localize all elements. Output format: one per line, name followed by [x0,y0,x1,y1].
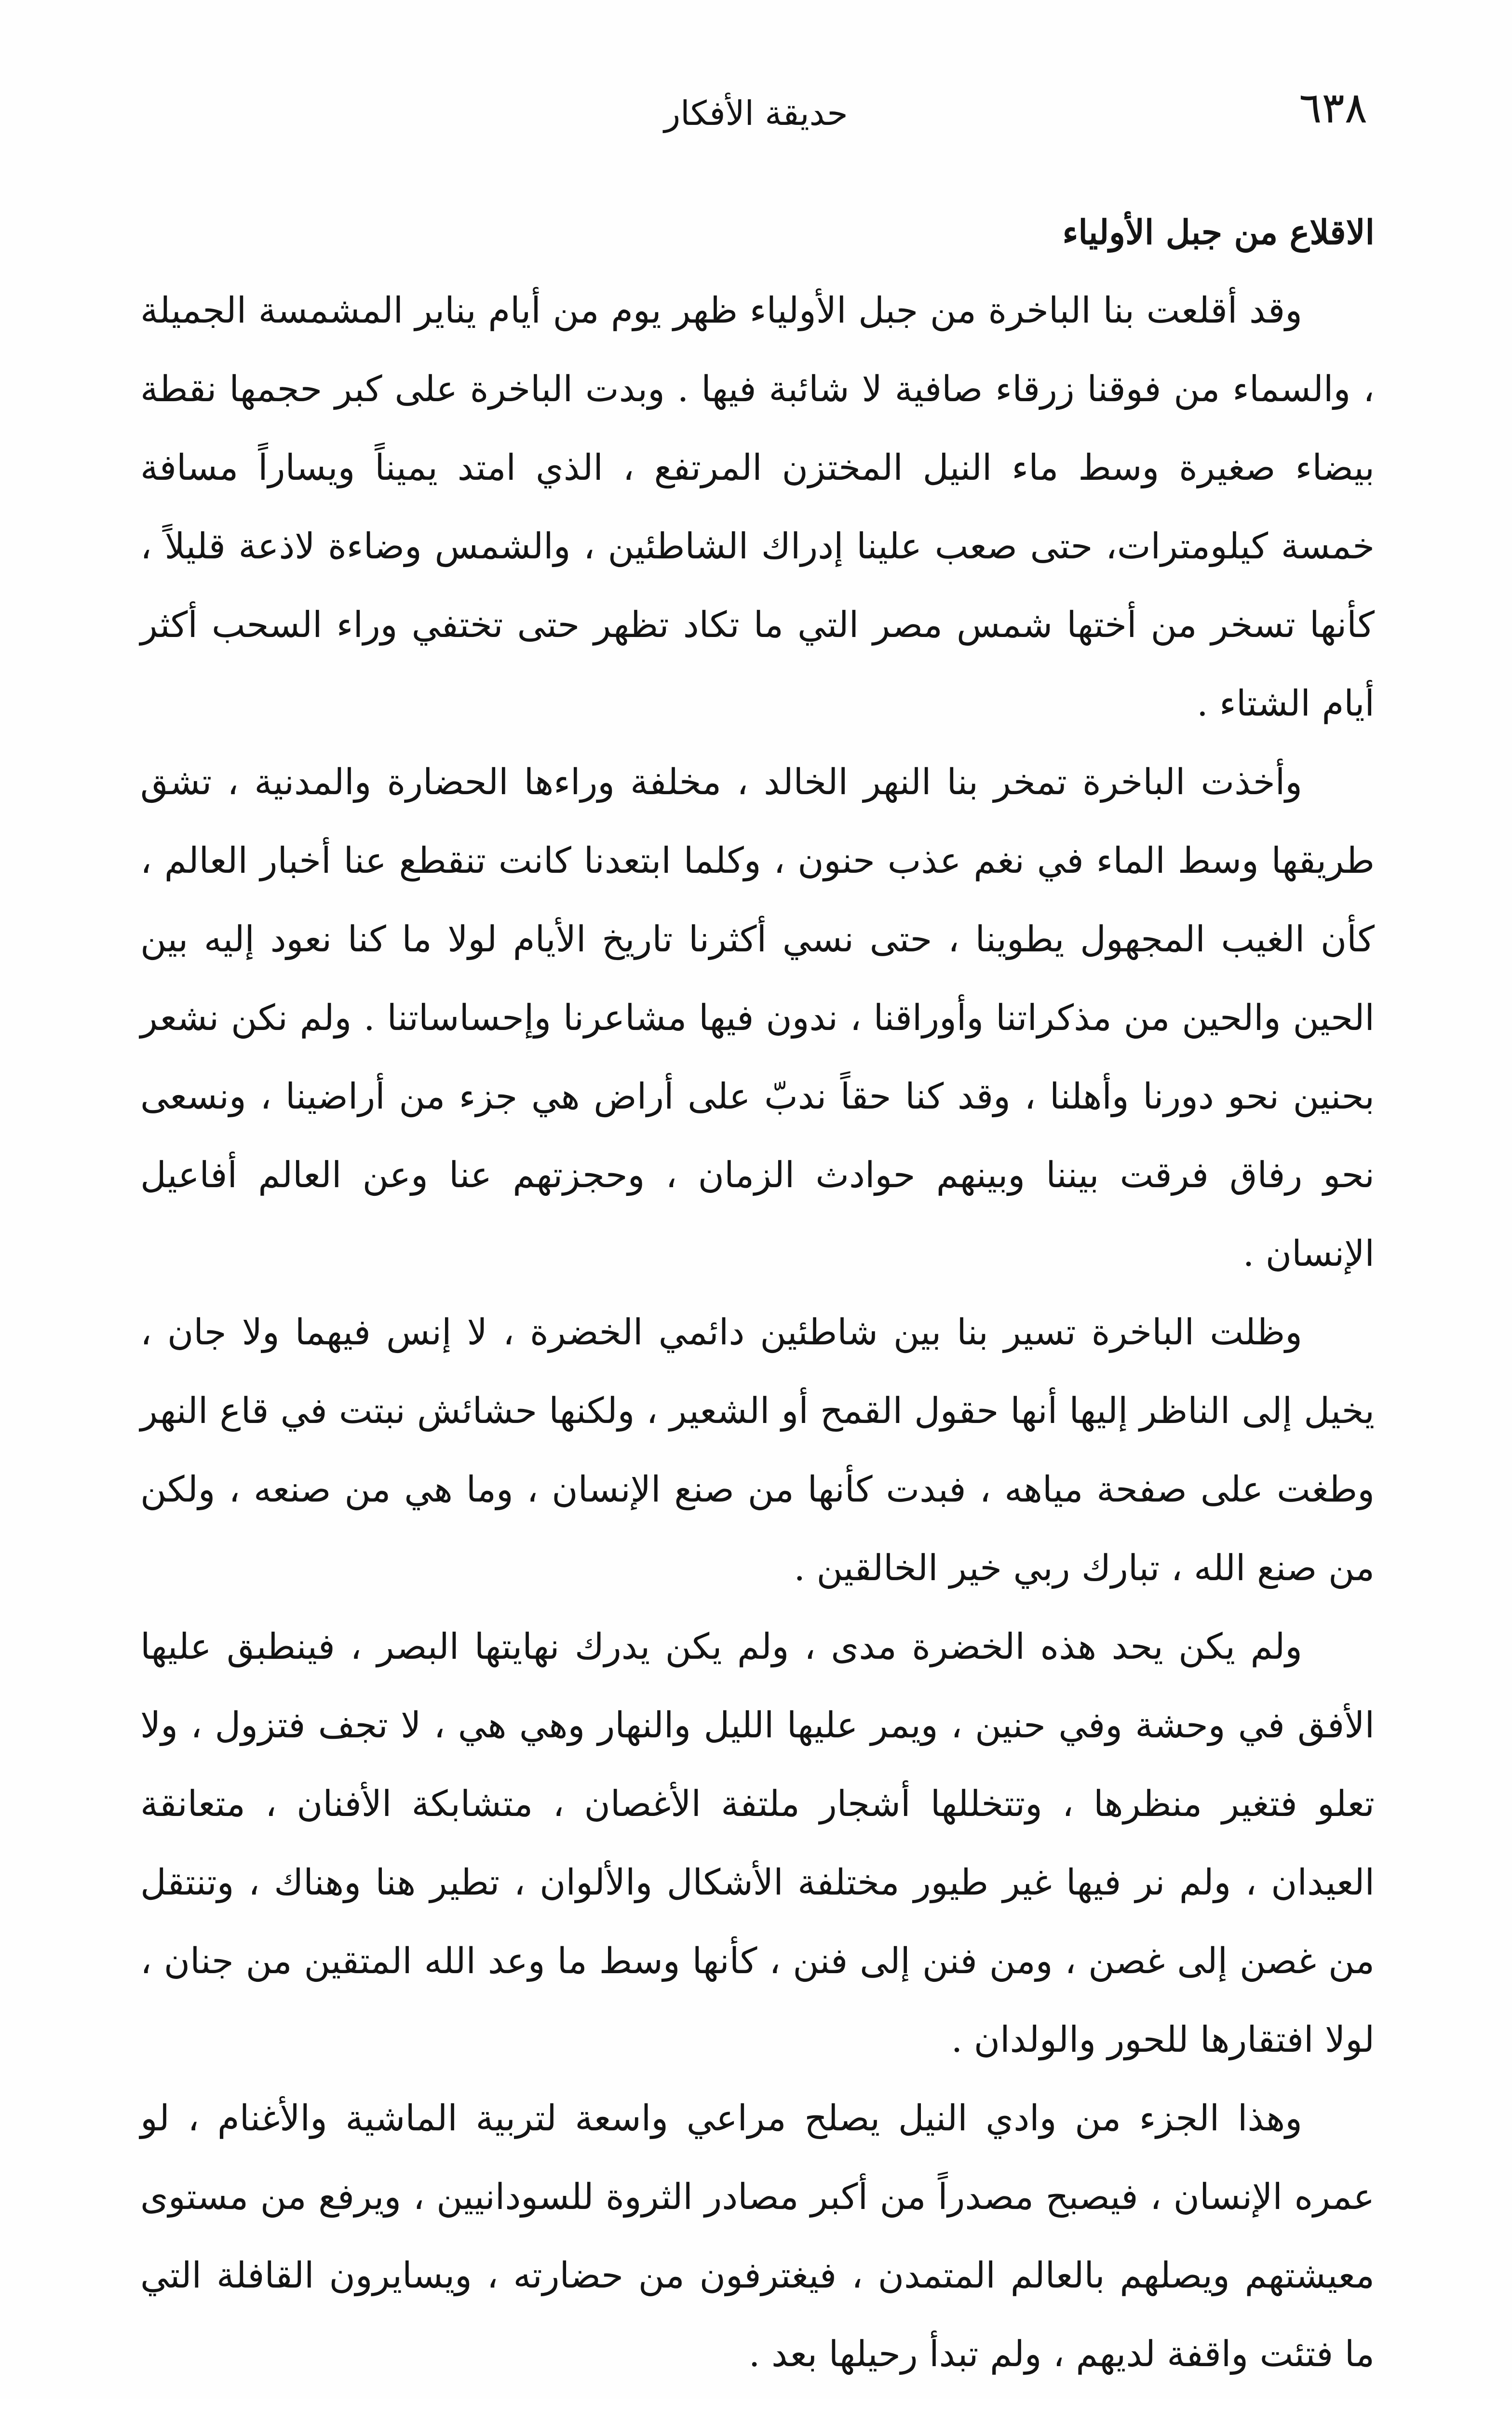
running-title: حديقة الأفكار [664,94,848,133]
running-head [145,82,1367,145]
paragraph: وقد أقلعت بنا الباخرة من جبل الأولياء ظهر يوم من أيام يناير المشمسة الجميلة ، والسماء من فوقنا زرقاء صافية لا شائبة فيها . وبدت الباخرة على كبر حجمها نقطة بيضاء صغيرة وسط ماء النيل المختزن المرتفع ، الذي امتد يميناً ويساراً مسافة خمسة كيلومترات، حتى صعب علينا إدراك الشاطئين ، والشمس وضاءة لاذعة قليلاً ، كأنها تسخر من أختها شمس مصر التي ما تكاد تظهر حتى تختفي وراء السحب أكثر أيام الشتاء . [140,290,1375,724]
paragraph: وظلت الباخرة تسير بنا بين شاطئين دائمي الخضرة ، لا إنس فيهما ولا جان ، يخيل إلى الناظر إليها أنها حقول القمح أو الشعير ، ولكنها حشائش نبتت في قاع النهر وطغت على صفحة مياهه ، فبدت كأنها من صنع الإنسان ، وما هي من صنعه ، ولكن من صنع الله ، تبارك ربي خير الخالقين . [140,1312,1375,1589]
section-heading: الاقلاع من جبل الأولياء [1062,212,1375,252]
page-number: ٦٣٨ [1299,83,1367,133]
paragraph: وأخذت الباخرة تمخر بنا النهر الخالد ، مخلفة وراءها الحضارة والمدنية ، تشق طريقها وسط الماء في نغم عذب حنون ، وكلما ابتعدنا كانت تنقطع عنا أخبار العالم ، كأن الغيب المجهول يطوينا ، حتى نسي أكثرنا تاريخ الأيام لولا ما كنا نعود إليه بين الحين والحين من مذكراتنا وأوراقنا ، ندون فيها مشاعرنا وإحساساتنا . ولم نكن نشعر بحنين نحو دورنا وأهلنا ، وقد كنا حقاً ندبّ على أراض هي جزء من أراضينا ، ونسعى نحو رفاق فرقت بيننا وبينهم حوادث الزمان ، وحجزتهم عنا وعن العالم أفاعيل الإنسان . [140,761,1375,1274]
paragraph: وهذا الجزء من وادي النيل يصلح مراعي واسعة لتربية الماشية والأغنام ، لو عمره الإنسان ، فيصبح مصدراً من أكبر مصادر الثروة للسودانيين ، ويرفع من مستوى معيشتهم ويصلهم بالعالم المتمدن ، فيغترفون من حضارته ، ويسايرون القافلة التي ما فتئت واقفة لديهم ، ولم تبدأ رحيلها بعد . [140,2098,1375,2375]
body-text [140,193,1375,2411]
section-heading [140,2394,1375,2411]
paragraph: ولم يكن يحد هذه الخضرة مدى ، ولم يكن يدرك نهايتها البصر ، فينطبق عليها الأفق في وحشة وفي حنين ، ويمر عليها الليل والنهار وهي هي ، لا تجف فتزول ، ولا تعلو فتغير منظرها ، وتتخللها أشجار ملتفة الأغصان ، متشابكة الأفنان ، متعانقة العيدان ، ولم نر فيها غير طيور مختلفة الأشكال والألوان ، تطير هنا وهناك ، وتنتقل من غصن إلى غصن ، ومن فنن إلى فنن ، كأنها وسط ما وعد الله المتقين من جنان ، لولا افتقارها للحور والولدان . [140,1626,1375,2060]
